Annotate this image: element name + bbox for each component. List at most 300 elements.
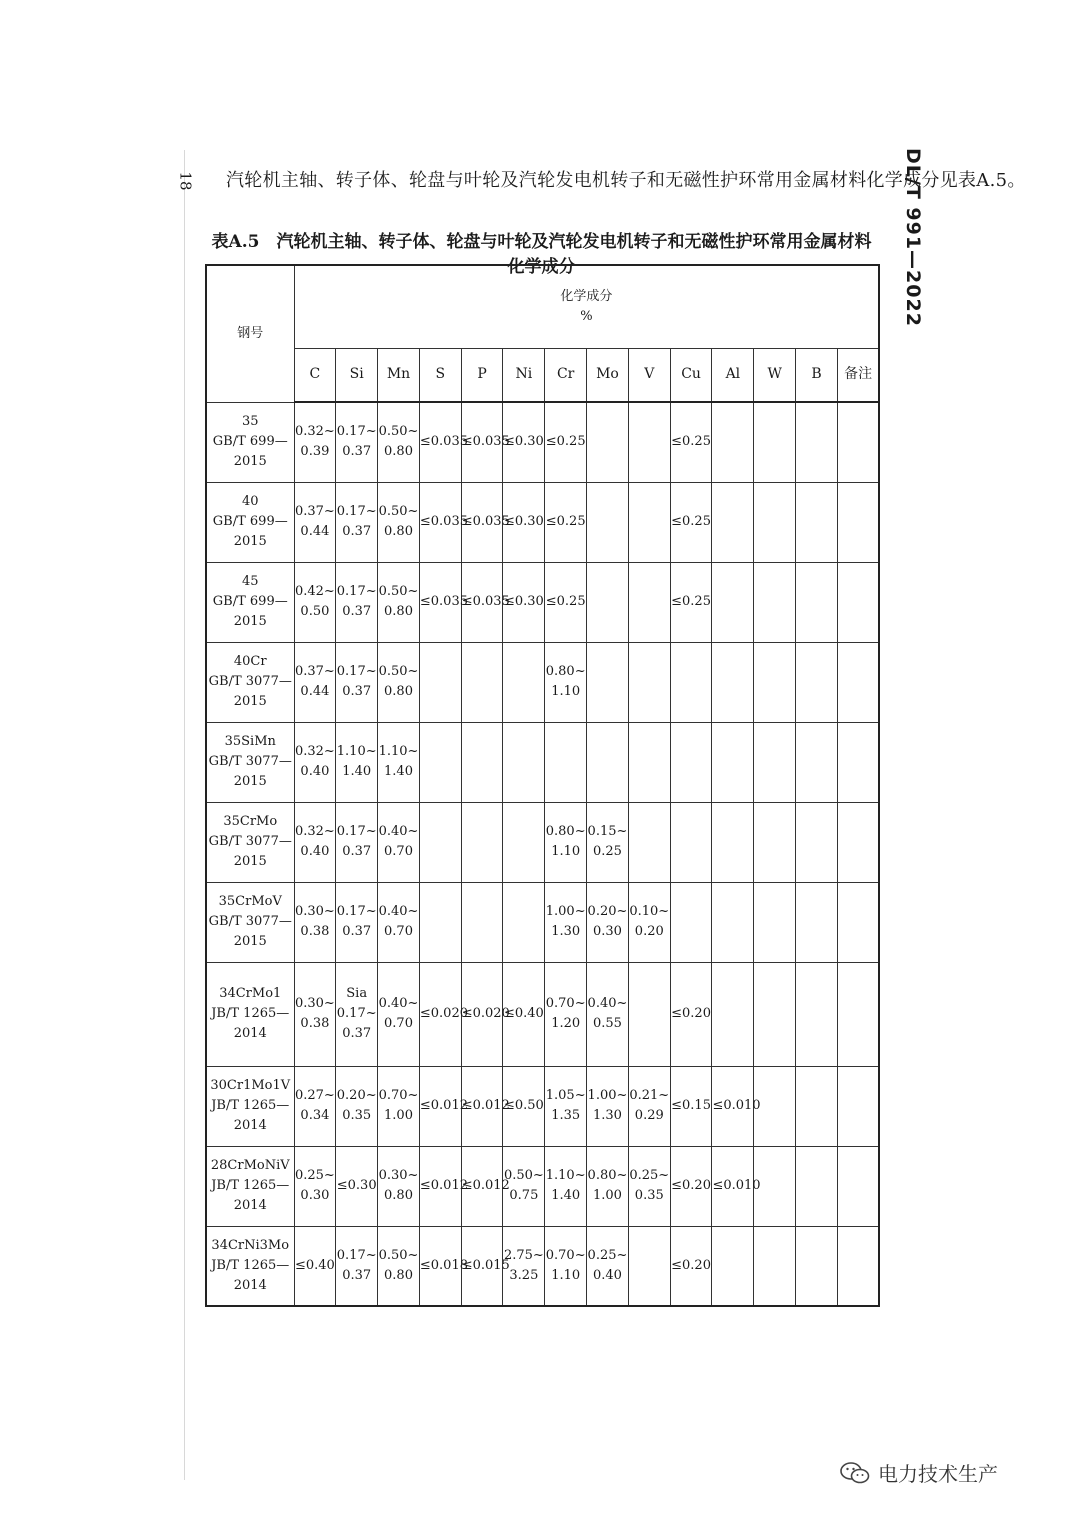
value-cell bbox=[754, 562, 796, 642]
value-cell bbox=[545, 402, 587, 482]
value-line: 0.37 bbox=[342, 444, 372, 460]
element-header-cell: Cr bbox=[545, 349, 587, 403]
table-row bbox=[206, 882, 879, 962]
value-cell bbox=[712, 1066, 761, 1146]
value-line: 0.27~ bbox=[294, 1087, 335, 1103]
value-cell bbox=[796, 722, 838, 802]
value-cell bbox=[419, 562, 468, 642]
value-cell bbox=[545, 562, 587, 642]
value-cell bbox=[336, 562, 378, 642]
value-cell bbox=[419, 1146, 468, 1226]
value-cell bbox=[378, 802, 420, 882]
value-cell bbox=[336, 482, 378, 562]
value-cell bbox=[294, 642, 336, 722]
grade-standard: GB/T 699—2015 bbox=[212, 433, 288, 470]
value-line: 0.80 bbox=[384, 524, 413, 539]
value-line: ≤0.020 bbox=[461, 1005, 510, 1021]
element-header-cell: B bbox=[796, 349, 838, 403]
grade-name: 35 bbox=[241, 413, 259, 429]
value-line: 1.40 bbox=[551, 1188, 581, 1203]
grade-standard: GB/T 699—2015 bbox=[212, 513, 288, 550]
value-line: ≤0.035 bbox=[461, 434, 510, 450]
value-line: ≤0.012 bbox=[461, 1177, 510, 1193]
value-line: ≤0.010 bbox=[712, 1097, 761, 1113]
value-line: 0.40~ bbox=[378, 995, 419, 1011]
value-cell bbox=[545, 482, 587, 562]
element-header-cell: Mo bbox=[587, 349, 629, 403]
grade-standard: GB/T 3077—2015 bbox=[208, 673, 292, 710]
value-cell bbox=[419, 1066, 468, 1146]
value-cell bbox=[670, 482, 712, 562]
value-cell bbox=[545, 1146, 587, 1226]
value-cell bbox=[796, 1146, 838, 1226]
value-cell bbox=[294, 802, 336, 882]
value-line: ≤0.50 bbox=[503, 1097, 544, 1113]
value-cell bbox=[628, 402, 670, 482]
value-cell bbox=[461, 962, 510, 1066]
grade-name: 28CrMoNiV bbox=[210, 1157, 290, 1173]
value-cell bbox=[294, 1146, 336, 1226]
composition-table bbox=[205, 264, 880, 1307]
value-line: 0.17~ bbox=[336, 663, 377, 679]
value-line: 0.17~ bbox=[336, 583, 377, 599]
value-line: 0.32~ bbox=[294, 823, 335, 839]
value-line: 0.44 bbox=[300, 524, 330, 539]
value-cell bbox=[461, 802, 503, 882]
intro-text: 汽轮机主轴、转子体、轮盘与叶轮及汽轮发电机转子和无磁性护环常用金属材料化学成分见表A.5。 bbox=[226, 170, 1026, 191]
grade-name: 34CrNi3Mo bbox=[211, 1237, 290, 1253]
grade-name: 45 bbox=[241, 573, 259, 589]
value-cell bbox=[670, 1146, 712, 1226]
value-line: 0.20 bbox=[634, 924, 664, 939]
value-cell bbox=[670, 802, 712, 882]
value-line: 0.40 bbox=[300, 764, 330, 779]
value-line: ≤0.035 bbox=[461, 593, 510, 609]
table-row bbox=[206, 722, 879, 802]
value-cell bbox=[378, 882, 420, 962]
value-cell bbox=[587, 962, 629, 1066]
value-cell bbox=[336, 882, 378, 962]
grade-header: 钢号 bbox=[206, 265, 294, 402]
value-line: 0.50~ bbox=[378, 424, 419, 440]
grade-standard: GB/T 699—2015 bbox=[212, 593, 288, 630]
value-cell bbox=[754, 642, 796, 722]
element-header-cell: Al bbox=[712, 349, 754, 403]
value-cell bbox=[461, 722, 503, 802]
footer-watermark bbox=[840, 1458, 998, 1487]
value-cell bbox=[670, 642, 712, 722]
element-header-cell: S bbox=[419, 349, 461, 403]
value-cell bbox=[628, 562, 670, 642]
value-line: ≤0.40 bbox=[294, 1257, 335, 1273]
grade-cell bbox=[206, 802, 294, 882]
value-line: 0.80 bbox=[384, 444, 413, 460]
value-cell bbox=[461, 562, 510, 642]
value-cell bbox=[503, 482, 545, 562]
value-cell bbox=[378, 642, 420, 722]
value-line: 0.39 bbox=[300, 444, 330, 460]
value-line: 0.50~ bbox=[378, 663, 419, 679]
value-cell bbox=[587, 402, 629, 482]
value-line: 0.17~ bbox=[336, 903, 377, 919]
value-line: 0.17~ bbox=[336, 424, 377, 440]
value-line: 0.50 bbox=[300, 604, 330, 619]
value-cell bbox=[796, 802, 838, 882]
value-line: 0.37 bbox=[342, 924, 372, 939]
value-cell bbox=[796, 962, 838, 1066]
value-cell bbox=[628, 1066, 670, 1146]
value-cell bbox=[837, 1066, 879, 1146]
value-line: 0.10~ bbox=[629, 903, 670, 919]
value-line: 0.35 bbox=[342, 1108, 372, 1123]
value-line: 0.40 bbox=[593, 1267, 622, 1283]
value-cell bbox=[294, 722, 336, 802]
value-line: 0.70~ bbox=[545, 995, 586, 1011]
value-line: ≤0.30 bbox=[503, 434, 544, 450]
value-line: 0.70 bbox=[384, 1016, 413, 1031]
value-cell bbox=[712, 642, 754, 722]
value-line: 0.37 bbox=[342, 524, 372, 539]
value-cell bbox=[837, 1146, 879, 1226]
value-cell bbox=[461, 482, 510, 562]
value-line: 0.29 bbox=[634, 1108, 664, 1123]
table-caption: 表A.5 汽轮机主轴、转子体、轮盘与叶轮及汽轮发电机转子和无磁性护环常用金属材料化学成分 bbox=[211, 232, 872, 277]
element-header-cell: Cu bbox=[670, 349, 712, 403]
element-header-cell: Ni bbox=[503, 349, 545, 403]
value-cell bbox=[419, 402, 468, 482]
value-line: 1.00~ bbox=[587, 1087, 628, 1103]
value-cell bbox=[754, 1226, 796, 1306]
value-line: 1.10~ bbox=[336, 743, 377, 759]
table-row bbox=[206, 562, 879, 642]
value-line: ≤0.010 bbox=[712, 1177, 761, 1193]
value-line: ≤0.30 bbox=[336, 1177, 377, 1193]
value-line: 0.30~ bbox=[294, 995, 335, 1011]
value-line: 1.00 bbox=[593, 1188, 622, 1203]
table-row bbox=[206, 1146, 879, 1226]
value-line: 0.70~ bbox=[378, 1087, 419, 1103]
grade-name: 35SiMn bbox=[224, 733, 276, 749]
value-line: 0.15~ bbox=[587, 823, 628, 839]
value-line: 0.50~ bbox=[378, 503, 419, 519]
value-line: 0.80 bbox=[384, 684, 413, 699]
value-line: 0.30 bbox=[593, 924, 622, 939]
value-cell bbox=[837, 402, 879, 482]
value-cell bbox=[336, 1226, 378, 1306]
value-cell bbox=[503, 1226, 545, 1306]
value-cell bbox=[503, 722, 545, 802]
value-line: ≤0.20 bbox=[671, 1257, 711, 1273]
value-cell bbox=[461, 642, 503, 722]
value-line: 0.38 bbox=[300, 1016, 330, 1031]
table-row bbox=[206, 1066, 879, 1146]
value-cell bbox=[378, 1066, 420, 1146]
value-line: 1.10~ bbox=[378, 743, 419, 759]
value-line: ≤0.25 bbox=[671, 593, 711, 609]
value-line: 0.40~ bbox=[378, 903, 419, 919]
value-line: ≤0.035 bbox=[419, 434, 468, 450]
element-header-cell: W bbox=[754, 349, 796, 403]
value-cell bbox=[796, 1066, 838, 1146]
value-cell bbox=[628, 722, 670, 802]
value-cell bbox=[670, 962, 712, 1066]
element-header-cell: Si bbox=[336, 349, 378, 403]
value-line: ≤0.20 bbox=[671, 1177, 711, 1193]
value-line: 0.75 bbox=[509, 1188, 539, 1203]
value-cell bbox=[628, 802, 670, 882]
table-row bbox=[206, 802, 879, 882]
value-cell bbox=[587, 1146, 629, 1226]
value-cell bbox=[712, 962, 754, 1066]
value-cell bbox=[712, 402, 754, 482]
value-cell bbox=[545, 1226, 587, 1306]
value-line: ≤0.40 bbox=[503, 1005, 544, 1021]
value-line: 0.30 bbox=[300, 1188, 330, 1203]
element-header-row bbox=[206, 349, 879, 403]
value-line: 1.10 bbox=[551, 684, 581, 699]
value-line: ≤0.25 bbox=[671, 434, 711, 450]
value-cell bbox=[837, 882, 879, 962]
page-gutter-line bbox=[184, 150, 185, 1480]
value-line: 0.80~ bbox=[545, 663, 586, 679]
value-line: ≤0.035 bbox=[461, 513, 510, 529]
element-header-cell: 备注 bbox=[837, 349, 879, 403]
value-cell bbox=[712, 882, 754, 962]
value-cell bbox=[796, 642, 838, 722]
value-cell bbox=[336, 722, 378, 802]
value-cell bbox=[336, 802, 378, 882]
value-line: 0.21~ bbox=[629, 1087, 670, 1103]
value-line: 0.40 bbox=[300, 844, 330, 859]
value-line: 2.75~ bbox=[503, 1247, 544, 1263]
value-line: 0.50~ bbox=[378, 1247, 419, 1263]
value-cell bbox=[712, 562, 754, 642]
value-line: ≤0.018 bbox=[419, 1257, 468, 1273]
composition-header-unit: % bbox=[580, 309, 593, 324]
grade-name: 35CrMoV bbox=[218, 893, 282, 909]
value-line: 0.30~ bbox=[378, 1167, 419, 1183]
value-line: 0.70 bbox=[384, 924, 413, 939]
value-cell bbox=[628, 1226, 670, 1306]
value-line: 1.10 bbox=[551, 844, 581, 859]
value-cell bbox=[545, 802, 587, 882]
grade-standard: JB/T 1265—2014 bbox=[211, 1005, 290, 1042]
value-cell bbox=[796, 402, 838, 482]
grade-standard: GB/T 3077—2015 bbox=[208, 833, 292, 870]
value-line: Sia bbox=[346, 985, 368, 1001]
value-line: ≤0.25 bbox=[545, 434, 586, 450]
value-cell bbox=[587, 562, 629, 642]
value-line: 0.20~ bbox=[587, 903, 628, 919]
value-line: 0.25~ bbox=[629, 1167, 670, 1183]
value-cell bbox=[670, 722, 712, 802]
value-line: ≤0.25 bbox=[545, 593, 586, 609]
grade-standard: JB/T 1265—2014 bbox=[211, 1257, 290, 1293]
value-cell bbox=[837, 1226, 879, 1306]
value-line: 0.37~ bbox=[294, 663, 335, 679]
value-cell bbox=[712, 1226, 754, 1306]
value-line: 0.70 bbox=[384, 844, 413, 859]
value-cell bbox=[837, 642, 879, 722]
value-cell bbox=[294, 402, 336, 482]
value-line: 0.37~ bbox=[294, 503, 335, 519]
value-cell bbox=[545, 962, 587, 1066]
value-line: 1.30 bbox=[551, 924, 581, 939]
value-cell bbox=[796, 562, 838, 642]
value-cell bbox=[837, 562, 879, 642]
value-cell bbox=[378, 1226, 420, 1306]
value-cell bbox=[754, 722, 796, 802]
value-cell bbox=[628, 482, 670, 562]
value-cell bbox=[545, 642, 587, 722]
value-line: 0.25~ bbox=[294, 1167, 335, 1183]
value-line: ≤0.30 bbox=[503, 593, 544, 609]
value-cell bbox=[754, 962, 796, 1066]
value-cell bbox=[503, 962, 545, 1066]
value-cell bbox=[754, 882, 796, 962]
value-cell bbox=[545, 1066, 587, 1146]
value-cell bbox=[796, 882, 838, 962]
value-cell bbox=[294, 562, 336, 642]
value-cell bbox=[294, 1066, 336, 1146]
table-row bbox=[206, 482, 879, 562]
grade-cell bbox=[206, 722, 294, 802]
value-line: 0.30~ bbox=[294, 903, 335, 919]
value-cell bbox=[419, 882, 461, 962]
value-cell bbox=[545, 882, 587, 962]
grade-cell bbox=[206, 1146, 294, 1226]
value-cell bbox=[378, 722, 420, 802]
value-line: 0.17~ bbox=[336, 823, 377, 839]
value-line: ≤0.20 bbox=[671, 1005, 711, 1021]
value-line: 0.37 bbox=[342, 604, 372, 619]
value-line: 1.20 bbox=[551, 1016, 581, 1031]
value-cell bbox=[670, 1226, 712, 1306]
value-cell bbox=[503, 642, 545, 722]
value-cell bbox=[837, 722, 879, 802]
grade-cell bbox=[206, 962, 294, 1066]
value-line: 0.34 bbox=[300, 1108, 330, 1123]
value-cell bbox=[336, 962, 378, 1066]
value-cell bbox=[837, 482, 879, 562]
value-line: ≤0.020 bbox=[419, 1005, 468, 1021]
grade-cell bbox=[206, 1066, 294, 1146]
value-cell bbox=[754, 482, 796, 562]
page-number: 18 bbox=[176, 171, 195, 191]
value-cell bbox=[503, 402, 545, 482]
value-cell bbox=[419, 642, 461, 722]
value-line: 0.44 bbox=[300, 684, 330, 699]
value-cell bbox=[754, 402, 796, 482]
element-header-cell: P bbox=[461, 349, 503, 403]
value-cell bbox=[628, 642, 670, 722]
value-cell bbox=[503, 802, 545, 882]
value-cell bbox=[378, 962, 420, 1066]
value-cell bbox=[796, 1226, 838, 1306]
value-cell bbox=[294, 962, 336, 1066]
value-cell bbox=[670, 562, 712, 642]
element-header-cell: C bbox=[294, 349, 336, 403]
value-line: 0.80 bbox=[384, 1267, 413, 1283]
value-line: 0.80 bbox=[384, 604, 413, 619]
value-line: 1.00~ bbox=[545, 903, 586, 919]
element-header-cell: Mn bbox=[378, 349, 420, 403]
value-line: ≤0.25 bbox=[671, 513, 711, 529]
grade-cell bbox=[206, 562, 294, 642]
value-cell bbox=[670, 1066, 712, 1146]
value-line: 0.80~ bbox=[587, 1167, 628, 1183]
value-line: ≤0.035 bbox=[419, 513, 468, 529]
value-line: 0.17~ bbox=[336, 1247, 377, 1263]
wechat-icon bbox=[840, 1461, 870, 1485]
value-line: 0.55 bbox=[593, 1016, 622, 1031]
value-line: ≤0.015 bbox=[461, 1257, 510, 1273]
grade-standard: JB/T 1265—2014 bbox=[211, 1177, 290, 1214]
grade-cell bbox=[206, 1226, 294, 1306]
value-cell bbox=[837, 802, 879, 882]
value-line: 0.35 bbox=[634, 1188, 664, 1203]
value-cell bbox=[503, 1066, 545, 1146]
value-cell bbox=[796, 482, 838, 562]
grade-cell bbox=[206, 482, 294, 562]
value-line: 0.50~ bbox=[503, 1167, 544, 1183]
value-cell bbox=[419, 482, 468, 562]
grade-name: 40Cr bbox=[233, 653, 267, 669]
value-cell bbox=[419, 962, 468, 1066]
value-line: 0.80~ bbox=[545, 823, 586, 839]
value-line: 1.00 bbox=[384, 1108, 413, 1123]
value-line: 0.80 bbox=[384, 1188, 413, 1203]
table-body bbox=[206, 402, 879, 1306]
value-cell bbox=[712, 802, 754, 882]
grade-standard: GB/T 3077—2015 bbox=[208, 913, 292, 950]
value-line: 0.25 bbox=[593, 844, 622, 859]
value-cell bbox=[670, 882, 712, 962]
footer-label: 电力技术生产 bbox=[878, 1462, 998, 1486]
value-cell bbox=[587, 882, 629, 962]
value-line: 0.38 bbox=[300, 924, 330, 939]
value-line: 0.40~ bbox=[378, 823, 419, 839]
value-cell bbox=[587, 802, 629, 882]
value-line: 1.10~ bbox=[545, 1167, 586, 1183]
value-cell bbox=[503, 562, 545, 642]
value-cell bbox=[461, 882, 503, 962]
value-line: 1.05~ bbox=[545, 1087, 586, 1103]
value-line: 0.17~ bbox=[336, 1005, 377, 1021]
value-cell bbox=[503, 882, 545, 962]
value-line: ≤0.30 bbox=[503, 513, 544, 529]
table-row bbox=[206, 962, 879, 1066]
value-cell bbox=[503, 1146, 545, 1226]
grade-cell bbox=[206, 402, 294, 482]
value-line: 0.25~ bbox=[587, 1247, 628, 1263]
standard-code: DL/T 991—2022 bbox=[902, 148, 924, 327]
value-cell bbox=[378, 402, 420, 482]
value-cell bbox=[587, 1226, 629, 1306]
value-line: 0.42~ bbox=[294, 583, 335, 599]
value-line: ≤0.012 bbox=[419, 1097, 468, 1113]
value-cell bbox=[419, 1226, 468, 1306]
grade-standard: GB/T 3077—2015 bbox=[208, 753, 292, 790]
value-cell bbox=[587, 1066, 629, 1146]
value-cell bbox=[294, 882, 336, 962]
value-line: 3.25 bbox=[509, 1267, 539, 1283]
grade-cell bbox=[206, 882, 294, 962]
value-line: ≤0.15 bbox=[671, 1097, 711, 1113]
grade-name: 34CrMo1 bbox=[219, 985, 282, 1001]
table-row bbox=[206, 642, 879, 722]
value-line: 1.35 bbox=[551, 1108, 581, 1123]
